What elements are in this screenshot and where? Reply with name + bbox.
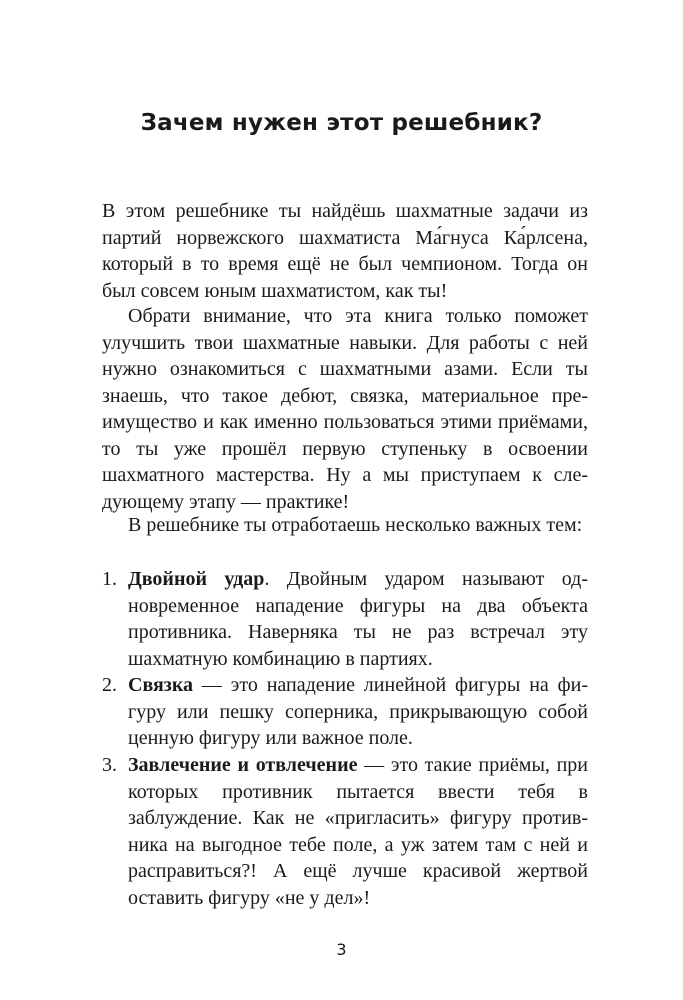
list-item <box>102 752 588 911</box>
list-item-number: 1. <box>102 568 117 590</box>
list-item <box>102 672 588 752</box>
topics-intro-paragraph <box>102 512 588 539</box>
list-item-body <box>128 566 588 672</box>
note-paragraph <box>102 303 588 515</box>
page-title: Зачем нужен этот решебник? <box>140 110 543 137</box>
list-item <box>102 566 588 672</box>
list-item-text: — это такие приёмы, при которых противник пытается ввести тебя в заблуждение. Как не «пригласить» фигуру противника на выгодное тебе поле, а уж затем там с ней и расправиться?! А ещё лучше красивой жертвой оставить фигуру «не у дел»! <box>128 754 588 909</box>
paragraph-text: Обрати внимание, что эта книга только поможет улучшить твои шахматные навыки. Для работы с ней нужно ознакомиться с шахматными азами. Если ты знаешь, что такое дебют, связка, материальное преимущество и как именно пользоваться этими приёмами, то ты уже прошёл первую ступеньку в освоении шахматного мастерства. Ну а мы приступаем к следующему этапу — практике! <box>102 305 588 513</box>
paragraph-text: В решебнике ты отработаешь несколько важных тем: <box>128 514 583 536</box>
list-item-number: 3. <box>102 754 117 776</box>
list-item-number: 2. <box>102 674 117 696</box>
paragraph-text: В этом решебнике ты найдёшь шахматные задачи из партий норвежского шахматиста Ма́гнуса Ка́рлсена, который в то время ещё не был чемпионом. Тогда он был совсем юным шахматистом, как ты! <box>102 200 588 302</box>
page-number: 3 <box>336 940 347 959</box>
intro-paragraph <box>102 198 588 304</box>
list-item-term: Двойной удар <box>128 568 265 590</box>
list-item-body <box>128 752 588 911</box>
list-item-body <box>128 672 588 752</box>
list-item-text: — это нападение линейной фигуры на фигуру или пешку соперника, прикрывающую собой ценную фигуру или важное поле. <box>128 674 588 749</box>
list-item-text: . Двойным ударом называют одновременное нападение фигуры на два объекта противника. Наверняка ты не раз встречал эту шахматную комбинацию в партиях. <box>128 568 588 670</box>
list-item-term: Завлечение и отвлечение <box>128 754 358 776</box>
list-item-term: Связка <box>128 674 194 696</box>
